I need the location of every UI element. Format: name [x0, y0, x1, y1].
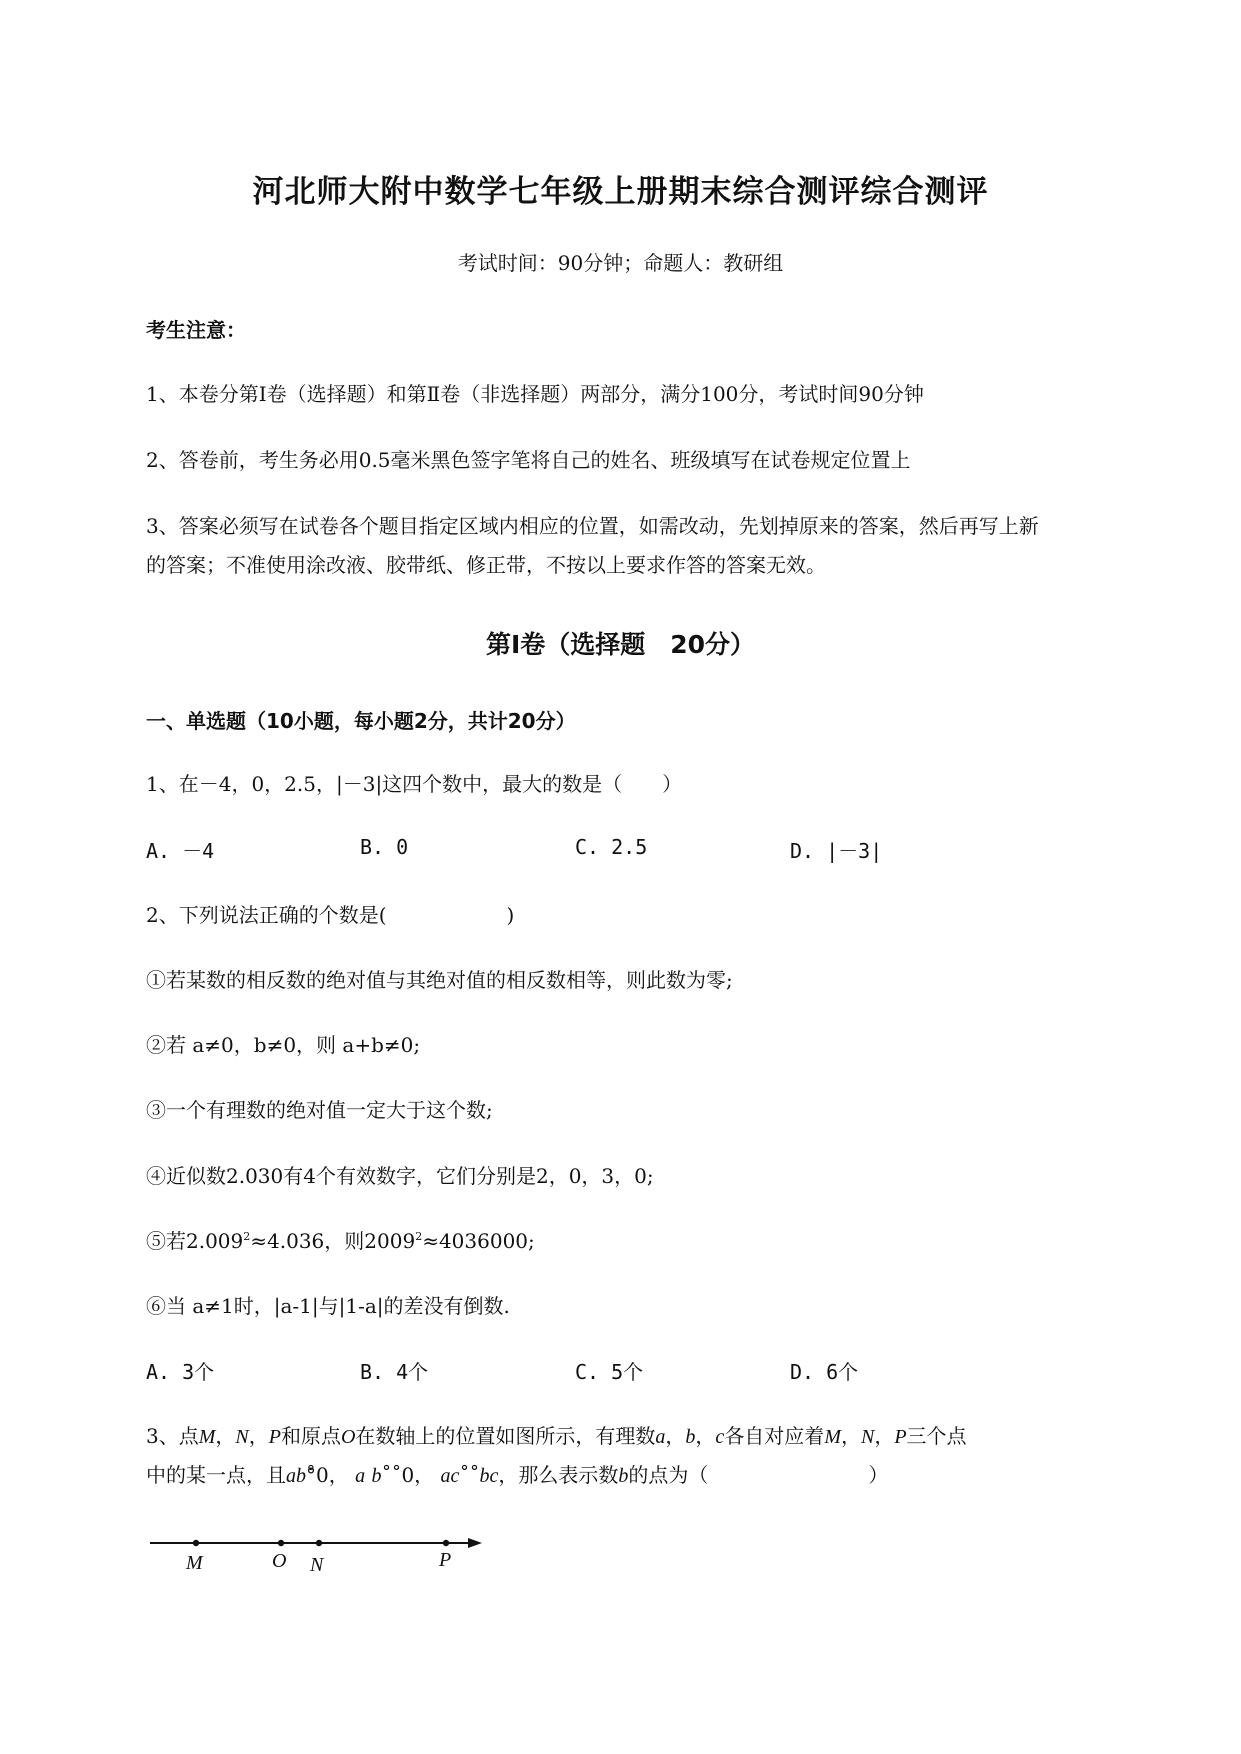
notice-heading: 考生注意：	[146, 318, 246, 342]
question-1-stem: 1、在－4，0，2.5，|－3|这四个数中，最大的数是（ ）	[146, 772, 683, 796]
label-p: P	[439, 1549, 452, 1571]
q3-sep: ，	[248, 1424, 269, 1448]
q3-sep: ，	[840, 1424, 861, 1448]
section-heading: 第Ⅰ卷（选择题 20分）	[485, 630, 756, 659]
point-o	[278, 1540, 284, 1546]
notice-item-3-cont: 的答案；不准使用涂改液、胶带纸、修正带，不按以上要求作答的答案无效。	[146, 553, 826, 577]
q1-option-b[interactable]: B. 0	[360, 835, 409, 859]
notice-item-2: 2、答卷前，考生务必用0.5毫米黑色签字笔将自己的姓名、班级填写在试卷规定位置上	[146, 448, 911, 472]
q3-text: 3、点	[146, 1424, 199, 1448]
q2-statement-4: ④近似数2.030有4个有效数字，它们分别是2，0，3，0;	[146, 1164, 654, 1188]
q2-option-a[interactable]: A. 3个	[146, 1360, 215, 1384]
var-a: a	[355, 1465, 366, 1487]
q3-text: 各自对应着	[724, 1424, 825, 1448]
notice-item-3: 3、答案必须写在试卷各个题目指定区域内相应的位置，如需改动，先划掉原来的答案，然后再写上新	[146, 514, 1039, 538]
q2-statement-3: ③一个有理数的绝对值一定大于这个数;	[146, 1098, 493, 1122]
exam-info: 考试时间：90分钟；命题人：教研组	[457, 251, 784, 275]
q1-option-c[interactable]: C. 2.5	[575, 835, 648, 859]
q3-text: 在数轴上的位置如图所示，有理数	[355, 1424, 656, 1448]
part-heading: 一、单选题（10小题，每小题2分，共计20分）	[146, 709, 576, 733]
var-p: P	[268, 1426, 281, 1448]
q2-option-d[interactable]: D. 6个	[790, 1360, 859, 1384]
q2-s5-part-c: ≈4036000;	[422, 1229, 535, 1253]
label-n: N	[310, 1554, 324, 1576]
q3-sep: ，	[665, 1424, 686, 1448]
exponent: 2	[243, 1230, 251, 1243]
var-m: M	[824, 1426, 841, 1448]
question-3-line-2	[146, 1459, 888, 1488]
q3-text: 的点为（ ）	[628, 1463, 889, 1487]
q2-statement-2: ②若 a≠0，b≠0，则 a+b≠0;	[146, 1033, 421, 1057]
q3-text: ，那么表示数	[498, 1463, 619, 1487]
label-m: M	[186, 1552, 203, 1574]
var-o: O	[340, 1426, 356, 1448]
point-m	[193, 1540, 199, 1546]
q3-relation: °̊0，	[306, 1463, 349, 1487]
q2-statement-1: ①若某数的相反数的绝对值与其绝对值的相反数相等，则此数为零;	[146, 968, 733, 992]
var-b: b	[371, 1465, 382, 1487]
point-n	[316, 1540, 322, 1546]
q2-s5-part-b: ≈4.036，则2009	[250, 1229, 416, 1253]
page-title: 河北师大附中数学七年级上册期末综合测评综合测评	[252, 174, 989, 210]
q2-option-b[interactable]: B. 4个	[360, 1360, 429, 1384]
var-m: M	[198, 1426, 216, 1448]
q2-statement-5	[146, 1225, 535, 1254]
var-b: b	[685, 1426, 696, 1448]
q2-s5-part-a: ⑤若2.009	[146, 1229, 244, 1253]
var-c: c	[715, 1426, 725, 1448]
expr-ac: ac	[440, 1465, 460, 1487]
q3-relation: ˚˚0，	[381, 1463, 435, 1487]
var-b: b	[618, 1465, 629, 1487]
number-line-figure	[146, 1525, 496, 1580]
var-n: N	[235, 1426, 249, 1448]
q3-text: 中的某一点，且	[146, 1463, 286, 1487]
question-2-stem: 2、下列说法正确的个数是( )	[146, 903, 515, 927]
q2-option-c[interactable]: C. 5个	[575, 1360, 644, 1384]
q3-text: 三个点	[906, 1424, 967, 1448]
point-p	[443, 1540, 449, 1546]
q2-statement-6: ⑥当 a≠1时，|a-1|与|1-a|的差没有倒数.	[146, 1294, 510, 1318]
notice-item-1: 1、本卷分第Ⅰ卷（选择题）和第Ⅱ卷（非选择题）两部分，满分100分，考试时间90分钟	[146, 382, 924, 406]
q3-sep: ，	[695, 1424, 716, 1448]
expr-ab: ab	[286, 1465, 306, 1487]
q1-option-d[interactable]: D. |－3|	[790, 839, 883, 863]
q1-option-a[interactable]: A. －4	[146, 839, 215, 863]
exponent: 2	[415, 1230, 423, 1243]
q3-sep: ，	[874, 1424, 895, 1448]
var-n: N	[860, 1426, 875, 1448]
var-p: P	[894, 1426, 907, 1448]
q3-sep: ，	[215, 1424, 236, 1448]
label-o: O	[272, 1550, 287, 1572]
q3-text: 和原点	[280, 1424, 341, 1448]
q3-relation: ˚˚	[459, 1463, 480, 1487]
expr-bc: bc	[479, 1465, 499, 1487]
arrow-icon	[468, 1538, 482, 1548]
var-a: a	[655, 1426, 666, 1448]
question-3-line-1	[146, 1420, 967, 1449]
